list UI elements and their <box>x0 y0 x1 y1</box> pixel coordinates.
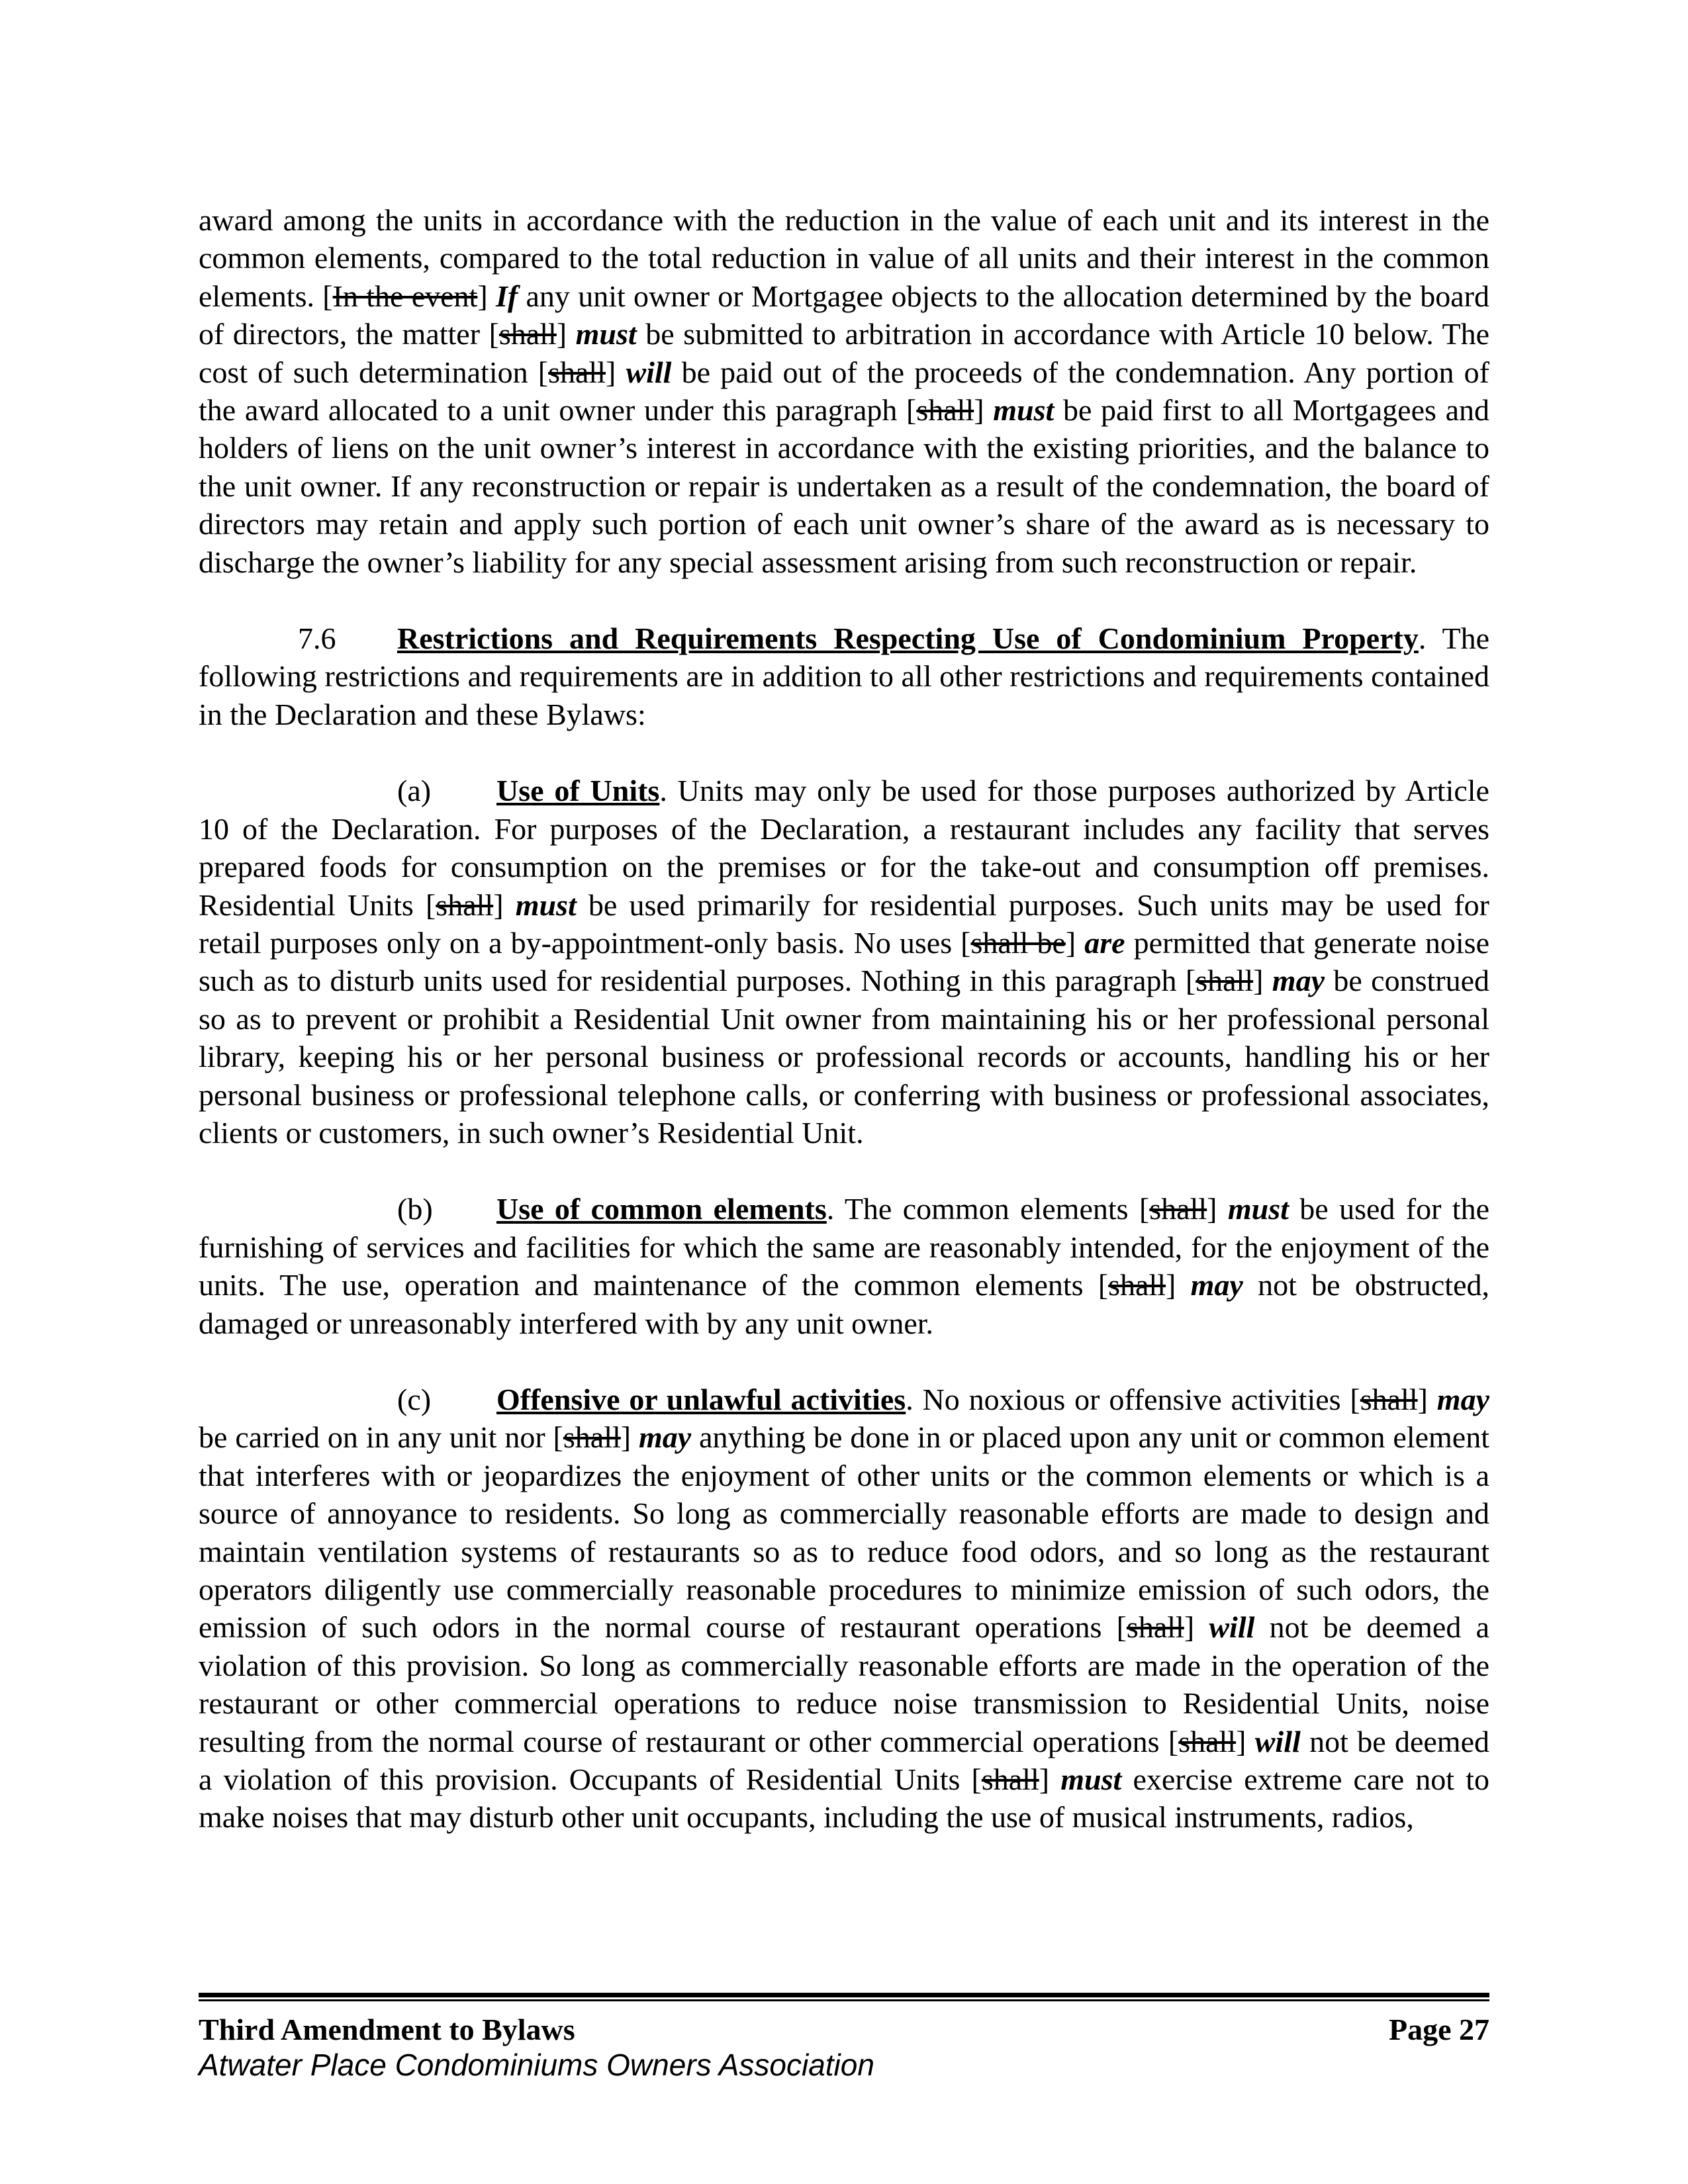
subsection-label: (c) <box>397 1382 432 1416</box>
text-run: ] <box>974 393 994 428</box>
footer-title: Third Amendment to Bylaws <box>199 2013 575 2046</box>
text-run: ] <box>556 317 576 351</box>
subsection-heading: Use of Units <box>496 774 660 808</box>
text-run: ] <box>605 355 626 389</box>
text-run: ] <box>477 279 496 313</box>
inserted-text: must <box>515 887 577 922</box>
subsection-heading: Offensive or unlawful activities <box>496 1382 906 1416</box>
inserted-text: will <box>1254 1724 1301 1758</box>
deleted-text: shall <box>916 393 974 428</box>
footer-rule-thick <box>199 1993 1489 1997</box>
inserted-text: may <box>1436 1382 1489 1416</box>
page-number: Page 27 <box>1388 2013 1489 2046</box>
inserted-text: must <box>575 317 637 351</box>
subsection-a <box>199 772 1489 1152</box>
text-run: permitted that generate noise such as to disturb units used for residential purposes. Nothing in this paragraph [ <box>199 925 1489 998</box>
text-run: award among the units in accordance with the reduction in the value of each unit and its interest in the common elements, compared to the total reduction in value of all units and their interest in the common elements. [ <box>199 203 1489 313</box>
deleted-text: shall <box>563 1420 621 1455</box>
text-run: . The common elements [ <box>826 1192 1150 1226</box>
subsection-label: (b) <box>397 1192 433 1226</box>
text-run: ] <box>1184 1610 1209 1645</box>
text-run: ] <box>1236 1724 1255 1758</box>
footer-rule-thin <box>199 1999 1489 2001</box>
subsection-c <box>199 1381 1489 1837</box>
section-number: 7.6 <box>298 621 336 656</box>
inserted-text: may <box>639 1420 692 1455</box>
inserted-text: must <box>993 393 1055 428</box>
text-run: . <box>1418 621 1427 656</box>
text-run: be construed so as to prevent or prohibit a Residential Unit owner from maintaining his or her professional personal library, keeping his or her personal business or professional records or accounts, handling his or her personal business or professional telephone calls, or conferring with business or professional associates, clients or customers, in such owner’s Residential Unit. <box>199 964 1489 1150</box>
inserted-text: must <box>1227 1192 1289 1226</box>
paragraph-condemnation-award <box>199 201 1489 581</box>
text-run: any unit owner or Mortgagee objects to the allocation determined by the board of directors, the matter [ <box>199 279 1489 351</box>
deleted-text: shall be <box>970 925 1066 960</box>
deleted-text: shall <box>548 355 606 389</box>
text-run: ] <box>1065 925 1085 960</box>
deleted-text: In the event <box>332 279 478 313</box>
text-run: ] <box>620 1420 639 1455</box>
text-run: ] <box>1039 1762 1061 1797</box>
footer-subtitle: Atwater Place Condominiums Owners Association <box>199 2048 874 2082</box>
subsection-heading: Use of common elements <box>496 1192 827 1226</box>
deleted-text: shall <box>498 317 557 351</box>
inserted-text: must <box>1060 1762 1122 1797</box>
text-run: ] <box>493 887 516 922</box>
deleted-text: shall <box>1149 1192 1207 1226</box>
text-run: be used for the furnishing of services and facilities for which the same are reasonably intended, for the enjoyment of the units. The use, operation and maintenance of the common elements [ <box>199 1192 1489 1302</box>
text-run: ] <box>1166 1268 1191 1302</box>
text-run: not be deemed a violation of this provision. Occupants of Residential Units [ <box>199 1724 1490 1797</box>
subsection-b <box>199 1190 1489 1342</box>
text-run: ] <box>1207 1192 1228 1226</box>
deleted-text: shall <box>981 1762 1039 1797</box>
text-run: be paid out of the proceeds of the condemnation. Any portion of the award allocated to a unit owner under this paragraph [ <box>199 355 1489 428</box>
text-run: not be obstructed, damaged or unreasonably interfered with by any unit owner. <box>199 1268 1489 1340</box>
deleted-text: shall <box>1126 1610 1184 1645</box>
text-run: The following restrictions and requirements are in addition to all other restrictions and requirements contained in the Declaration and these Bylaws: <box>199 621 1489 731</box>
deleted-text: shall <box>1360 1382 1418 1416</box>
inserted-text: If <box>495 279 518 313</box>
text-run: be carried on in any unit nor [ <box>199 1420 563 1455</box>
inserted-text: are <box>1084 925 1125 960</box>
text-run: . Units may only be used for those purposes authorized by Article 10 of the Declaration. For purposes of the Declaration, a restaurant includes any facility that serves prepared foods for consumption on the premises or for the take-out and consumption off premises. Residential Units [ <box>199 774 1489 922</box>
text-run: anything be done in or placed upon any unit or common element that interferes with or jeopardizes the enjoyment of other units or the common elements or which is a source of annoyance to residents. So long as commercially reasonable efforts are made to design and maintain ventilation systems of restaurants so as to reduce food odors, and so long as the restaurant operators diligently use commercially reasonable procedures to minimize emission of such odors, the emission of such odors in the normal course of restaurant operations [ <box>199 1420 1489 1645</box>
deleted-text: shall <box>1196 964 1254 998</box>
inserted-text: may <box>1190 1268 1243 1302</box>
text-run: . No noxious or offensive activities [ <box>906 1382 1360 1416</box>
text-run: exercise extreme care not to make noises that may disturb other unit occupants, including the use of musical instruments, radios, <box>199 1762 1489 1835</box>
inserted-text: will <box>1209 1610 1255 1645</box>
document-body <box>199 201 1489 1837</box>
text-run: be submitted to arbitration in accordance with Article 10 below. The cost of such determination [ <box>199 317 1489 389</box>
deleted-text: shall <box>436 887 494 922</box>
text-run: ] <box>1253 964 1272 998</box>
text-run: be used primarily for residential purposes. Such units may be used for retail purposes only on a by-appointment-only basis. No uses [ <box>199 887 1489 960</box>
deleted-text: shall <box>1108 1268 1166 1302</box>
text-run: be paid first to all Mortgagees and holders of liens on the unit owner’s interest in accordance with the existing priorities, and the balance to the unit owner. If any reconstruction or repair is undertaken as a result of the condemnation, the board of directors may retain and apply such portion of each unit owner’s share of the award as is necessary to discharge the owner’s liability for any special assessment arising from such reconstruction or repair. <box>199 393 1489 579</box>
subsection-label: (a) <box>397 774 432 808</box>
deleted-text: shall <box>1178 1724 1237 1758</box>
text-run: not be deemed a violation of this provision. So long as commercially reasonable efforts are made in the operation of the restaurant or other commercial operations to reduce noise transmission to Residential Units, noise resulting from the normal course of restaurant or other commercial operations [ <box>199 1610 1489 1758</box>
inserted-text: will <box>626 355 672 389</box>
inserted-text: may <box>1272 964 1325 998</box>
text-run: ] <box>1417 1382 1437 1416</box>
section-7-6 <box>199 619 1489 733</box>
section-heading: Restrictions and Requirements Respecting Use of Condominium Property <box>397 621 1419 656</box>
